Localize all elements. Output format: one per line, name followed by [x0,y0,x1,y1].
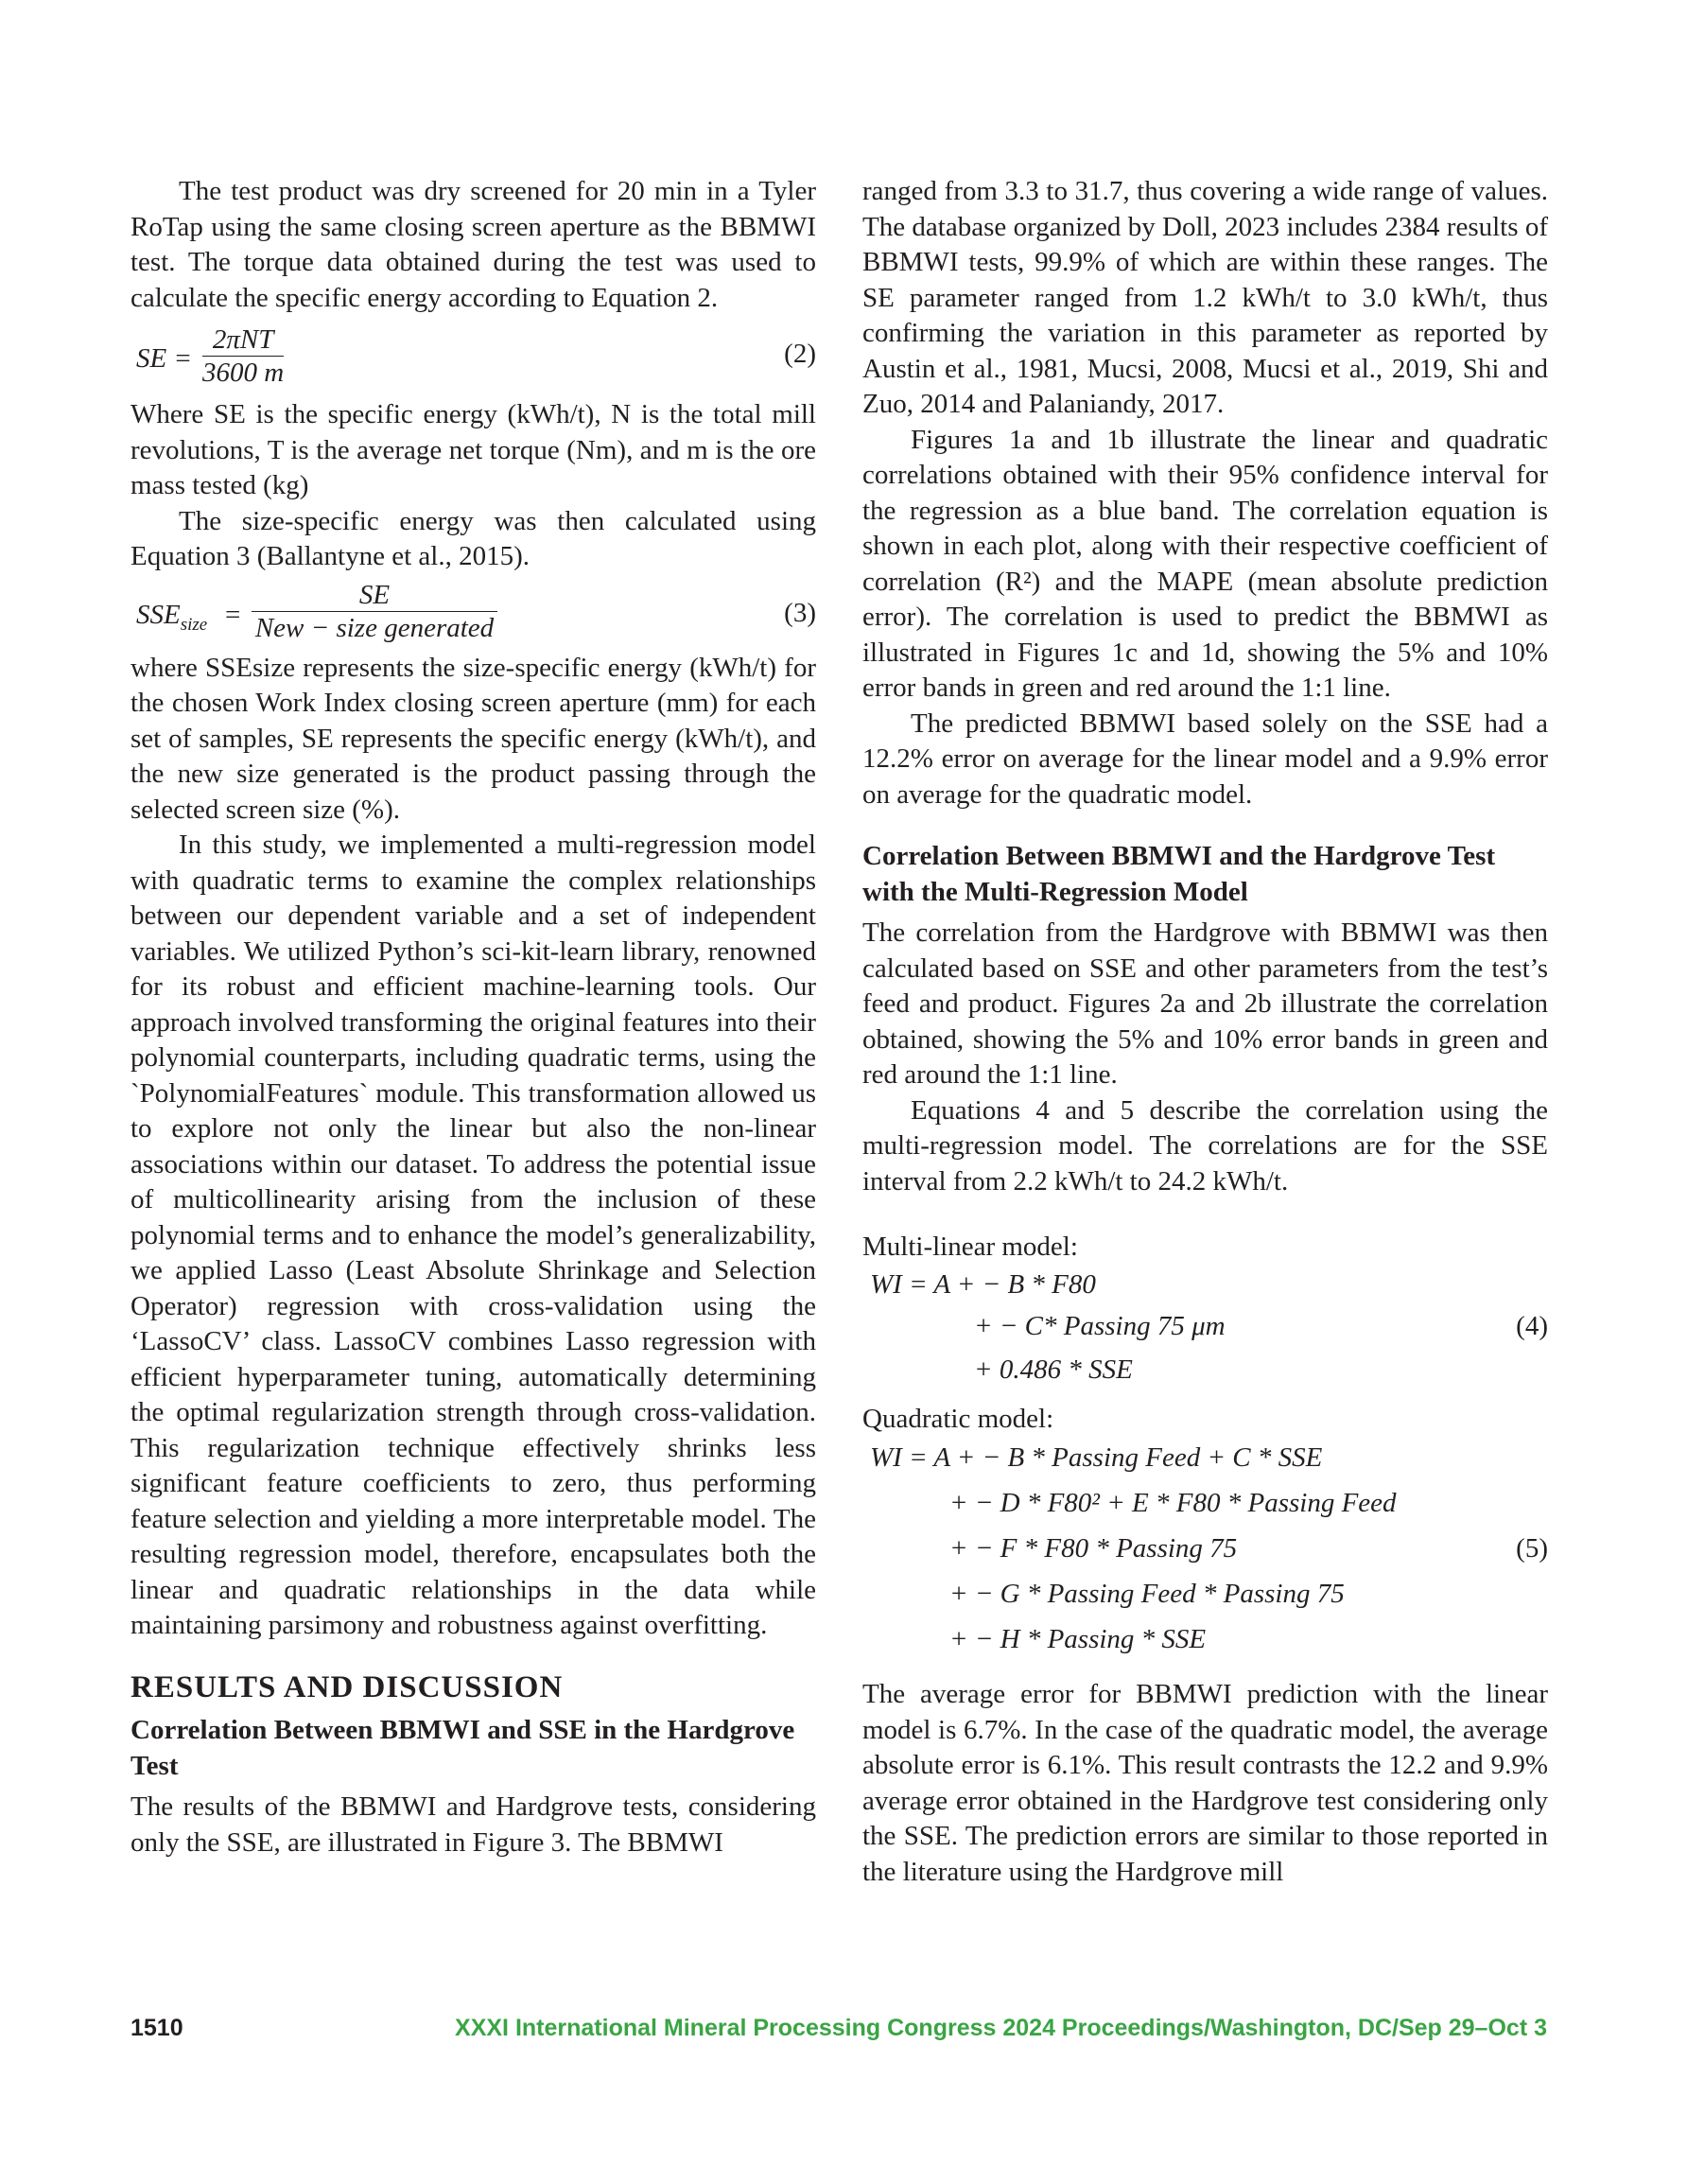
equation-fraction [252,579,497,644]
section-heading: RESULTS AND DISCUSSION [130,1669,564,1704]
conference-title: XXXI International Mineral Processing Congress 2024 Proceedings/Washington, DC/Sep 29–Oct 3 [455,2015,1547,2041]
equation-line: + − D * F80² + E * F80 * Passing Feed [949,1488,1397,1518]
paragraph: where SSEsize represents the size-specific energy (kWh/t) for the chosen Work Index closing screen aperture (mm) for each set of samples, SE represents the specific energy (kWh/t), and the new size generated is the product passing through the selected screen size (%). [130,652,816,825]
paragraph: Where SE is the specific energy (kWh/t), N is the total mill revolutions, T is the average net torque (Nm), and m is the ore mass tested (kg) [130,399,816,500]
equation-3 [130,575,816,651]
paragraph: The test product was dry screened for 20 min in a Tyler RoTap using the same closing screen aperture as the BBMWI test. The torque data obtained during the test was used to calculate the specific energy according to Equation 2. [130,176,816,313]
equation-line: WI = A + − B * Passing Feed + C * SSE [870,1442,1323,1473]
equation-number: (4) [1516,1310,1548,1341]
equation-lhs: SE = [136,343,193,374]
paragraph: The average error for BBMWI prediction with the linear model is 6.7%. In the case of the quadratic model, the average absolute error is 6.1%. This result contrasts the 12.2 and 9.9% average error obtained in the Hardgrove test considering only the SSE. The prediction errors are similar to those reported in the literature using the Hardgrove mill [862,1679,1548,1887]
equation-denominator: 3600 m [202,358,285,388]
paragraph: Figures 1a and 1b illustrate the linear and quadratic correlations obtained with their 95% confidence interval for the regression as a blue band. The correlation equation is shown in each plot, along with their respective coefficient of correlation (R²) and the MAPE (mean absolute prediction error). The correlation is used to predict the BBMWI as illustrated in Figures 1c and 1d, showing the 5% and 10% error bands in green and red around the 1:1 line. [862,424,1548,703]
equation-4 [862,1266,1548,1390]
subsection-heading: Correlation Between BBMWI and SSE in the Hardgrove Test [130,1715,795,1781]
equation-lhs-subscript: size [180,614,208,635]
equation-denominator: New − size generated [254,612,495,643]
equation-lhs: SSE [136,599,181,630]
equation-line: + − F * F80 * Passing 75 [949,1533,1238,1564]
paragraph: The correlation from the Hardgrove with BBMWI was then calculated based on SSE and other parameters from the test’s feed and product. Figures 2a and 2b illustrate the correlation obtained, showing the 5% and 10% error bands in green and red around the 1:1 line. [862,917,1548,1090]
equation-5 [862,1437,1548,1656]
paragraph: In this study, we implemented a multi-regression model with quadratic terms to examine the complex relationships between our dependent variable and a set of independent variables. We utilized Python’s sci-kit-learn library, renowned for its robust and efficient machine-learning tools. Our approach involved transforming the original features into their polynomial counterparts, including quadratic terms, using the `PolynomialFeatures` module. This transformation allowed us to explore not only the linear but also the non-linear associations within our dataset. To address the potential issue of multicollinearity arising from the inclusion of these polynomial terms and to enhance the model’s generalizability, we applied Lasso (Least Absolute Shrinkage and Selection Operator) regression with cross-validation using the ‘LassoCV’ class. LassoCV combines Lasso regression with efficient hyperparameter tuning, automatically determining the optimal regularization strength through cross-validation. This regularization technique effectively shrinks less significant feature coefficients to zero, thus performing feature selection and yielding a more interpretable model. The resulting regression model, therefore, encapsulates both the linear and quadratic relationships in the data while maintaining parsimony and robustness against overfitting. [130,830,816,1640]
equation-line: WI = A + − B * F80 [870,1268,1096,1300]
equation-line: + − H * Passing * SSE [949,1624,1207,1654]
equation-label: Quadratic model: [862,1403,1054,1434]
page-number: 1510 [130,2015,183,2041]
page-footer [130,2015,1547,2053]
paragraph: The results of the BBMWI and Hardgrove tests, considering only the SSE, are illustrated in Figure 3. The BBMWI [130,1791,816,1858]
equation-fraction [202,323,284,389]
equation-equals: = [225,599,241,630]
paragraph: ranged from 3.3 to 31.7, thus covering a wide range of values. The database organized by Doll, 2023 includes 2384 results of BBMWI tests, 99.9% of which are within these ranges. The SE parameter ranged from 1.2 kWh/t to 3.0 kWh/t, thus confirming the variation in this parameter as reported by Austin et al., 1981, Mucsi, 2008, Mucsi et al., 2019, Shi and Zuo, 2014 and Palaniandy, 2017. [862,176,1548,419]
equation-number: (5) [1516,1533,1548,1564]
equation-line: + 0.486 * SSE [974,1354,1133,1385]
equation-label: Multi-linear model: [862,1232,1078,1262]
paragraph: Equations 4 and 5 describe the correlation using the multi-regression model. The correlations are for the SSE interval from 2.2 kWh/t to 24.2 kWh/t. [862,1094,1548,1197]
equation-2 [130,316,816,397]
equation-numerator: SE [252,579,497,612]
left-column [130,174,816,1861]
equation-line: + − G * Passing Feed * Passing 75 [949,1579,1345,1609]
equation-number: (3) [784,597,816,628]
equation-number: (2) [784,339,816,369]
equation-numerator: 2πNT [202,323,284,357]
paragraph: The size-specific energy was then calculated using Equation 3 (Ballantyne et al., 2015). [130,505,816,571]
subsection-heading: Correlation Between BBMWI and the Hardgrove Test with the Multi-Regression Model [862,841,1496,907]
paragraph: The predicted BBMWI based solely on the SSE had a 12.2% error on average for the linear model and a 9.9% error on average for the quadratic model. [862,708,1548,810]
right-column [862,174,1548,1890]
equation-line: + − C* Passing 75 μm [974,1310,1226,1341]
